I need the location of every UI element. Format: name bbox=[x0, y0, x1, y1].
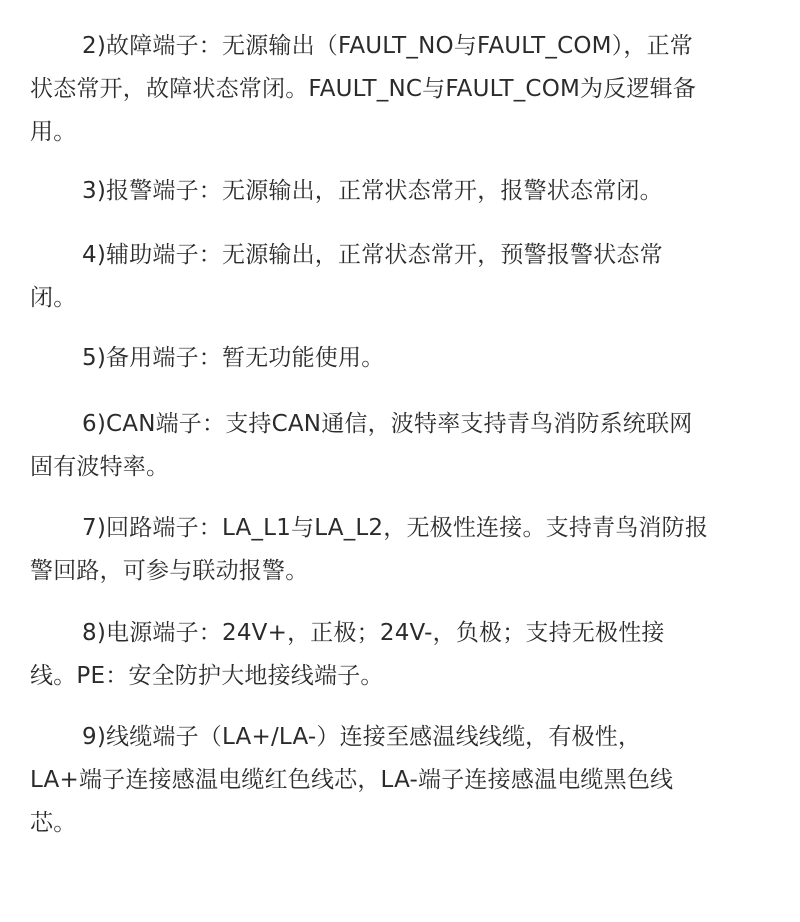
text-line: 7)回路端子：LA_L1与LA_L2，无极性连接。支持青鸟消防报 bbox=[82, 515, 709, 541]
text-line: 3)报警端子：无源输出，正常状态常开，报警状态常闭。 bbox=[82, 178, 663, 204]
text-line: 9)线缆端子（LA+/LA-）连接至感温线线缆，有极性， bbox=[82, 724, 642, 750]
paragraph-can-terminal bbox=[30, 403, 775, 489]
text-line: LA+端子连接感温电缆红色线芯，LA-端子连接感温电缆黑色线 bbox=[30, 767, 674, 793]
paragraph-loop-terminal bbox=[30, 507, 775, 593]
text-line: 用。 bbox=[30, 119, 77, 145]
text-line: 5)备用端子：暂无功能使用。 bbox=[82, 345, 385, 371]
paragraph-fault-terminal bbox=[30, 25, 775, 154]
text-line: 状态常开，故障状态常闭。FAULT_NC与FAULT_COM为反逻辑备 bbox=[30, 76, 697, 102]
text-line: 固有波特率。 bbox=[30, 454, 170, 480]
text-line: 8)电源端子：24V+，正极；24V-，负极；支持无极性接 bbox=[82, 620, 665, 646]
paragraph-aux-terminal bbox=[30, 234, 775, 320]
text-line: 芯。 bbox=[30, 810, 77, 836]
text-line: 闭。 bbox=[30, 285, 77, 311]
paragraph-cable-terminal bbox=[30, 716, 775, 845]
text-line: 6)CAN端子：支持CAN通信，波特率支持青鸟消防系统联网 bbox=[82, 411, 693, 437]
paragraph-power-terminal bbox=[30, 612, 775, 698]
text-line: 线。PE：安全防护大地接线端子。 bbox=[30, 663, 384, 689]
paragraph-spare-terminal bbox=[30, 337, 775, 380]
text-line: 2)故障端子：无源输出（FAULT_NO与FAULT_COM），正常 bbox=[82, 33, 693, 59]
text-line: 4)辅助端子：无源输出，正常状态常开，预警报警状态常 bbox=[82, 242, 663, 268]
text-line: 警回路，可参与联动报警。 bbox=[30, 558, 309, 584]
paragraph-alarm-terminal bbox=[30, 170, 775, 213]
